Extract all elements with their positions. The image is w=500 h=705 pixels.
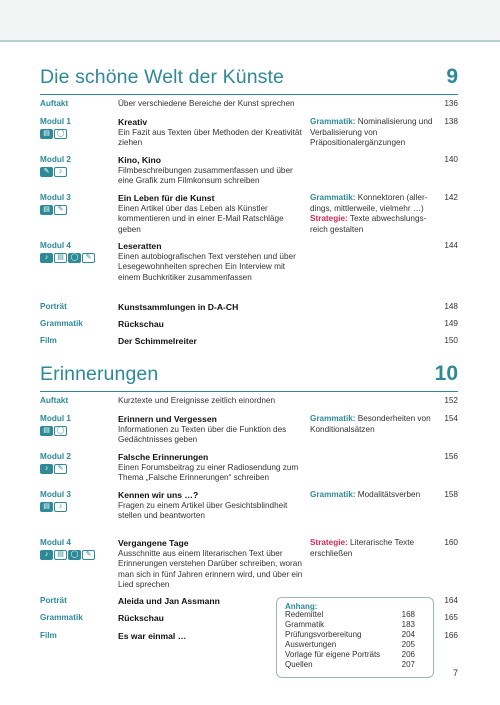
row-page[interactable]: 142 <box>444 193 458 202</box>
skill-icons <box>40 129 67 140</box>
book-icon: ▤ <box>40 205 53 215</box>
row-description: Fragen zu einem Artikel über Gesichtsblindheit stellen und beantworten <box>118 500 288 521</box>
row-label: Modul 3 <box>40 193 71 202</box>
row-label: Film <box>40 631 57 640</box>
grammar-note <box>310 490 438 501</box>
row-notes <box>310 117 438 149</box>
appendix-item[interactable] <box>285 630 425 640</box>
appendix-item[interactable] <box>285 610 425 620</box>
grammar-label: Grammatik: <box>310 193 356 202</box>
row-title[interactable]: Aleida und Jan Assmann <box>118 596 220 606</box>
row-page[interactable]: 149 <box>444 319 458 328</box>
row-main <box>118 302 308 313</box>
row-title[interactable]: Kreativ <box>118 117 148 127</box>
appendix-box <box>276 597 434 678</box>
row-page[interactable]: 150 <box>444 336 458 345</box>
chapter-number: 9 <box>446 65 458 88</box>
appendix-item-page: 204 <box>401 630 415 639</box>
row-description: Informationen zu Texten über die Funktion des Gedächtnisses geben <box>118 424 287 445</box>
row-page[interactable]: 136 <box>444 99 458 108</box>
row-title[interactable]: Erinnern und Vergessen <box>118 414 217 424</box>
grammar-label: Grammatik: <box>310 117 356 126</box>
appendix-item-label: Auswertungen <box>285 640 337 649</box>
row-main <box>118 241 308 283</box>
grammar-note <box>310 117 438 149</box>
appendix-item-label: Prüfungsvorbereitung <box>285 630 362 639</box>
appendix-item-label: Redemittel <box>285 610 324 619</box>
row-title[interactable]: Kunstsammlungen in D-A-CH <box>118 302 239 312</box>
appendix-item-page: 205 <box>401 640 415 649</box>
pen-icon: ✎ <box>54 464 67 474</box>
appendix-item[interactable] <box>285 650 425 660</box>
row-main <box>118 319 308 330</box>
audio-icon: ♪ <box>54 502 67 512</box>
row-page[interactable]: 156 <box>444 452 458 461</box>
top-stripe <box>0 40 500 42</box>
skill-icons <box>40 502 67 513</box>
pen-icon: ✎ <box>40 167 53 177</box>
row-main <box>118 414 308 446</box>
pen-icon: ✎ <box>82 253 95 263</box>
chapter-rule <box>40 94 458 95</box>
row-notes <box>310 193 438 235</box>
row-page[interactable]: 165 <box>444 613 458 622</box>
grammar-label: Grammatik: <box>310 490 356 499</box>
appendix-item-label: Vorlage für eigene Porträts <box>285 650 381 659</box>
book-icon: ▤ <box>40 502 53 512</box>
strategy-text: Texte abwechslungs-reich gestalten <box>310 214 427 234</box>
row-main <box>118 193 308 235</box>
chapter-rule <box>40 391 458 392</box>
row-label: Auftakt <box>40 396 69 405</box>
row-notes <box>310 538 438 559</box>
row-title[interactable]: Der Schimmelreiter <box>118 336 197 346</box>
row-title[interactable]: Rückschau <box>118 613 164 623</box>
row-description: Kurztexte und Ereignisse zeitlich einordnen <box>118 396 276 405</box>
row-page[interactable]: 154 <box>444 414 458 423</box>
audio-icon: ♪ <box>54 167 67 177</box>
row-label: Modul 1 <box>40 117 71 126</box>
strategy-label: Strategie: <box>310 538 348 547</box>
appendix-item-label: Quellen <box>285 660 313 669</box>
appendix-item-page: 183 <box>401 620 415 629</box>
row-description: Filmbeschreibungen zusammenfassen und über eine Grafik zum Filmkonsum schreiben <box>118 165 293 186</box>
grammar-label: Grammatik: <box>310 414 356 423</box>
row-title[interactable]: Ein Leben für die Kunst <box>118 193 215 203</box>
row-notes <box>310 414 438 435</box>
chapter-title: Die schöne Welt der Künste <box>40 66 284 88</box>
appendix-item-page: 207 <box>401 660 415 669</box>
row-description: Einen Artikel über das Leben als Künstler kommentieren und in einer E-Mail Ratschläge geben <box>118 203 284 234</box>
strategy-note <box>310 538 438 559</box>
row-page[interactable]: 138 <box>444 117 458 126</box>
chapter-title: Erinnerungen <box>40 363 159 385</box>
row-title[interactable]: Vergangene Tage <box>118 538 189 548</box>
row-description: Einen Forumsbeitrag zu einer Radiosendung zum Thema „Falsche Erinnerungen“ schreiben <box>118 462 299 483</box>
audio-icon: ♪ <box>40 550 53 560</box>
row-label: Modul 4 <box>40 241 71 250</box>
row-main <box>118 490 308 522</box>
row-label: Modul 2 <box>40 452 71 461</box>
appendix-item[interactable] <box>285 660 425 670</box>
book-icon: ▤ <box>40 129 53 139</box>
row-page[interactable]: 144 <box>444 241 458 250</box>
row-label: Film <box>40 336 57 345</box>
row-main <box>118 336 308 347</box>
grammar-text: Nominalisierung und Verbalisierung von Präpositionalergänzungen <box>310 117 433 148</box>
row-label: Porträt <box>40 302 67 311</box>
row-description: Einen autobiografischen Text verstehen und über Lesegewohnheiten sprechen Ein Interview mit einem Buchkritiker zusammenfassen <box>118 251 296 282</box>
appendix-heading: Anhang: <box>285 602 318 611</box>
grammar-text: Modalitätsverben <box>355 490 421 499</box>
audio-icon: ♪ <box>40 253 53 263</box>
strategy-label: Strategie: <box>310 214 348 224</box>
row-page[interactable]: 166 <box>444 631 458 640</box>
row-description: Ein Fazit aus Texten über Methoden der Kreativität ziehen <box>118 127 302 148</box>
grammar-text: Konnektoren (aller-dings, mittlerweile, vielmehr …) <box>310 193 428 213</box>
skill-icons <box>40 426 67 437</box>
speech-icon: ◯ <box>54 426 67 436</box>
book-icon: ▤ <box>54 253 67 263</box>
strategy-text: Literarische Texte erschließen <box>310 538 415 558</box>
row-notes <box>310 490 438 501</box>
row-label: Modul 4 <box>40 538 71 547</box>
book-icon: ▤ <box>54 550 67 560</box>
grammar-note <box>310 193 438 214</box>
row-label: Modul 3 <box>40 490 71 499</box>
skill-icons <box>40 205 67 216</box>
row-page[interactable]: 140 <box>444 155 458 164</box>
skill-icons <box>40 550 95 561</box>
row-label: Auftakt <box>40 99 69 108</box>
row-label: Porträt <box>40 596 67 605</box>
appendix-item-page: 168 <box>401 610 415 619</box>
pen-icon: ✎ <box>54 205 67 215</box>
speech-icon: ◯ <box>54 129 67 139</box>
book-icon: ▤ <box>40 426 53 436</box>
row-label: Grammatik <box>40 319 83 328</box>
speech-icon: ◯ <box>68 253 81 263</box>
appendix-item-label: Grammatik <box>285 620 325 629</box>
row-page[interactable]: 152 <box>444 396 458 405</box>
row-label: Modul 1 <box>40 414 71 423</box>
row-page[interactable]: 160 <box>444 538 458 547</box>
row-page[interactable]: 148 <box>444 302 458 311</box>
row-title[interactable]: Kino, Kino <box>118 155 161 165</box>
row-label: Modul 2 <box>40 155 71 164</box>
page-number: 7 <box>452 668 458 678</box>
audio-icon: ♪ <box>40 464 53 474</box>
appendix-item[interactable] <box>285 620 425 630</box>
row-main <box>118 452 308 484</box>
row-title[interactable]: Kennen wir uns …? <box>118 490 199 500</box>
speech-icon: ◯ <box>68 550 81 560</box>
row-title[interactable]: Rückschau <box>118 319 164 329</box>
row-page[interactable]: 158 <box>444 490 458 499</box>
skill-icons <box>40 464 67 475</box>
row-main <box>118 155 308 187</box>
top-band <box>0 0 500 42</box>
skill-icons <box>40 253 95 264</box>
row-main <box>118 396 308 407</box>
row-label: Grammatik <box>40 613 83 622</box>
skill-icons <box>40 167 67 178</box>
strategy-note <box>310 214 438 235</box>
row-description: Ausschnitte aus einem literarischen Text über Erinnerungen verstehen Darüber schreiben, woran man sich in fünf Jahren erinnern wird, und über ein Lied sprechen <box>118 548 303 590</box>
row-description: Über verschiedene Bereiche der Kunst sprechen <box>118 99 295 108</box>
row-title[interactable]: Falsche Erinnerungen <box>118 452 209 462</box>
grammar-text: Besonderheiten von Konditionalsätzen <box>310 414 431 434</box>
row-page[interactable]: 164 <box>444 596 458 605</box>
row-title[interactable]: Leseratten <box>118 241 162 251</box>
row-title[interactable]: Es war einmal … <box>118 631 187 641</box>
row-main <box>118 117 308 149</box>
pen-icon: ✎ <box>82 550 95 560</box>
grammar-note <box>310 414 438 435</box>
row-main <box>118 538 308 591</box>
row-main <box>118 99 308 110</box>
appendix-item[interactable] <box>285 640 425 650</box>
appendix-item-page: 206 <box>401 650 415 659</box>
chapter-number: 10 <box>434 362 458 385</box>
